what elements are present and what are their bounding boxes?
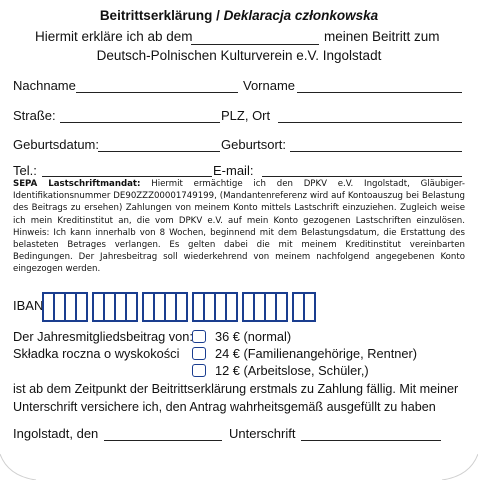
association-name: Deutsch-Polnischen Kulturverein e.V. Ingolstadt xyxy=(96,48,382,63)
fee-option-36-checkbox[interactable] xyxy=(192,330,206,343)
vorname-field[interactable] xyxy=(297,92,462,93)
fee-label-polish: Składka roczna o wyskokości xyxy=(13,346,180,361)
email-field[interactable] xyxy=(262,176,462,177)
vorname-label: Vorname xyxy=(243,78,296,93)
fee-label-german: Der Jahresmitgliedsbeitrag von: xyxy=(13,329,193,344)
strasse-label: Straße: xyxy=(13,108,56,123)
sepa-heading: SEPA Lastschriftmandat: xyxy=(13,179,141,189)
form-title xyxy=(0,8,478,23)
title-german: Beitrittserklärung / xyxy=(99,8,224,23)
intro-line-1-post: meinen Beitritt zum xyxy=(324,29,440,44)
notice-line-2: Unterschrift versichere ich, den Antrag wahrheitsgemäß ausgefüllt zu haben xyxy=(13,400,436,414)
notice-line-1: ist ab dem Zeitpunkt der Beitrittserklärung erstmals zu Zahlung fällig. Mit meiner xyxy=(13,382,459,396)
nachname-field[interactable] xyxy=(76,92,238,93)
plz-field[interactable] xyxy=(278,122,462,123)
iban-label: IBAN xyxy=(13,298,44,313)
sepa-mandate-text xyxy=(13,178,465,276)
fee-option-24-label: 24 € (Familienangehörige, Rentner) xyxy=(215,346,418,361)
signature-label: Unterschrift xyxy=(229,426,296,441)
title-polish: Deklaracja członkowska xyxy=(223,8,379,23)
email-label: E-mail: xyxy=(213,163,254,178)
place-date-field[interactable] xyxy=(104,440,222,441)
fee-option-36-label: 36 € (normal) xyxy=(215,329,292,344)
geburtsort-label: Geburtsort: xyxy=(221,137,287,152)
iban-box[interactable] xyxy=(225,292,238,322)
nachname-label: Nachname xyxy=(13,78,76,93)
iban-box[interactable] xyxy=(303,292,316,322)
tel-field[interactable] xyxy=(42,176,212,177)
iban-box[interactable] xyxy=(175,292,188,322)
corner-decoration-right xyxy=(438,440,478,480)
iban-box[interactable] xyxy=(125,292,138,322)
fee-option-24-checkbox[interactable] xyxy=(192,347,206,360)
tel-label: Tel.: xyxy=(13,163,37,178)
iban-box[interactable] xyxy=(275,292,288,322)
sepa-body: Hiermit ermächtige ich den DPKV e.V. Ingolstadt, Gläubiger-Identifikationsnummer DE90ZZZ00001749199, (Mandantenreferenz wird auf Kontoauszug bei Belastung des Beitrags zu ersehen) Zahlungen von meinem Konto mittels Lastschrift einzuziehen. Zugleich weise ich mein Kreditinstitut an, die vom DPKV e.V. auf mein Konto gezogenen Lastschriften einzulösen. Hinweis: Ich kann innerhalb von 8 Wochen, beginnend mit dem Belastungsdatum, die Erstattung des belasteten Betrages verlangen. Es gelten dabei die mit meinem Kreditinstitut vereinbarten Bedingungen. Der Jahresbeitrag soll wiederkehrend von meinem nachfolgend angegebenen Konto eingezogen werden. xyxy=(13,179,466,275)
geburtsort-field[interactable] xyxy=(290,151,462,152)
place-date-label: Ingolstadt, den xyxy=(13,426,99,441)
fee-option-12-checkbox[interactable] xyxy=(192,364,206,377)
join-date-field[interactable] xyxy=(191,44,319,45)
geburtsdatum-label: Geburtsdatum: xyxy=(13,137,99,152)
fee-option-12-label: 12 € (Arbeitslose, Schüler,) xyxy=(215,363,369,378)
intro-line-1-pre: Hiermit erkläre ich ab dem xyxy=(35,29,193,44)
signature-field[interactable] xyxy=(301,440,441,441)
geburtsdatum-field[interactable] xyxy=(98,151,220,152)
iban-box[interactable] xyxy=(75,292,88,322)
plz-label: PLZ, Ort xyxy=(221,108,271,123)
corner-decoration-left xyxy=(0,440,40,480)
strasse-field[interactable] xyxy=(60,122,220,123)
